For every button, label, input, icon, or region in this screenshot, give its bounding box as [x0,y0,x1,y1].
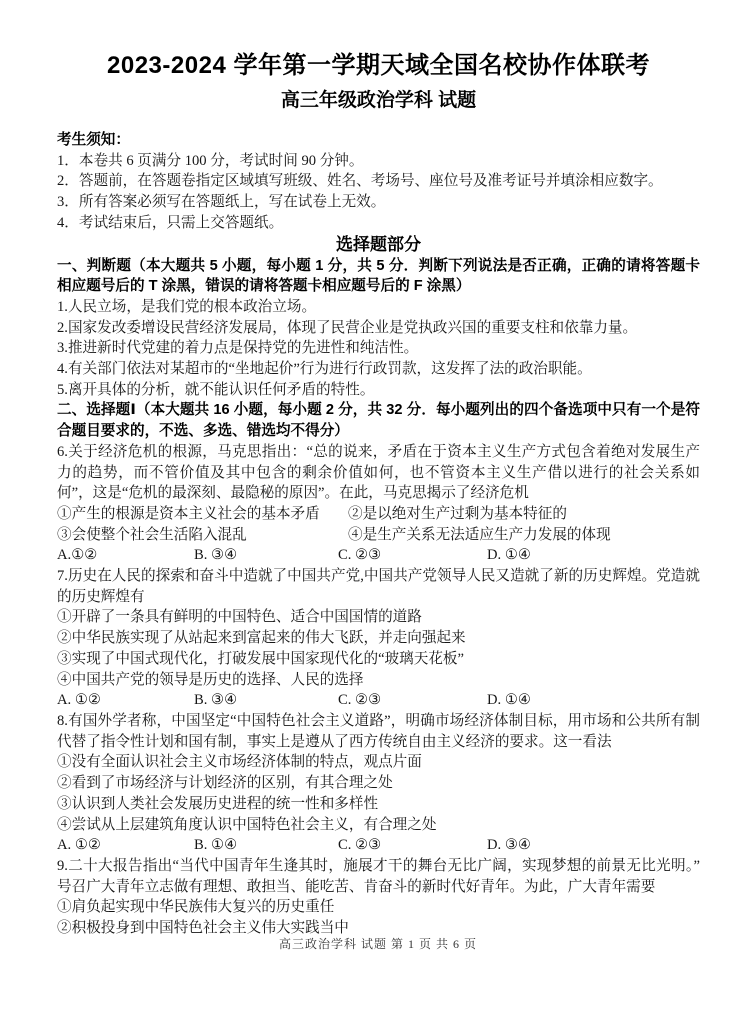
option-line: ③会使整个社会生活陷入混乱 [57,526,247,543]
question-8-answer-row [57,835,700,856]
option-line: ③实现了中国式现代化，打破发展中国家现代化的“玻璃天花板” [57,650,464,667]
option-line: ④是生产关系无法适应生产力发展的体现 [348,526,611,543]
page-footer: 高三政治学科 试题 第 1 页 共 6 页 [278,937,477,951]
option-line: ④尝试从上层建筑角度认识中国特色社会主义，有合理之处 [57,816,437,833]
answer-choice-b: B. ③④ [194,547,238,564]
question-6-option-row [57,525,700,546]
answer-choice-a: A. ①② [57,692,102,709]
question-7 [57,566,700,711]
paper-header [57,50,700,114]
option-line: ④中国共产党的领导是历史的选择、人民的选择 [57,671,364,688]
answer-choice-b: B. ③④ [194,692,238,709]
part1-heading: 一、判断题（本大题共 5 小题，每小题 1 分，共 5 分．判断下列说法是否正确，正确的请将答题卡相应题号后的 T 涂黑，错误的请将答题卡相应题号后的 F 涂黑） [57,257,700,295]
question-8-stem: 8.有国外学者称，中国坚定“中国特色社会主义道路”，明确市场经济体制目标，用市场和公共所有制代替了指令性计划和国有制，事实上是遵从了西方传统自由主义经济的要求。这一看法 [57,712,700,750]
option-line: ③认识到人类社会发展历史进程的统一性和多样性 [57,795,379,812]
option-line: ①开辟了一条具有鲜明的中国特色、适合中国国情的道路 [57,609,422,626]
section-heading-choice: 选择题部分 [336,234,421,254]
question-6-option-row [57,504,700,525]
answer-choice-d: D. ①④ [487,692,532,709]
notice-heading: 考生须知： [57,132,130,148]
question-7-stem: 7.历史在人民的探索和奋斗中造就了中国共产党,中国共产党领导人民又造就了新的历史辉煌。党造就的历史辉煌有 [57,568,700,605]
judge-item-1: 1.人民立场，是我们党的根本政治立场。 [57,298,317,315]
notice-item: 1．本卷共 6 页满分 100 分，考试时间 90 分钟。 [57,152,364,169]
judge-item-5: 5.离开具体的分析，就不能认识任何矛盾的特性。 [57,381,375,398]
part2-heading: 二、选择题Ⅰ（本大题共 16 小题，每小题 2 分，共 32 分．每小题列出的四个备选项中只有一个是符合题目要求的，不选、多选、错选均不得分） [57,402,700,440]
judge-item-2: 2.国家发改委增设民营经济发展局，体现了民营企业是党执政兴国的重要支柱和依靠力量。 [57,319,638,336]
option-line: ②积极投身到中国特色社会主义伟大实践当中 [57,920,349,937]
answer-choice-c: C. ②③ [338,692,382,709]
option-line: ①肩负起实现中华民族伟大复兴的历史重任 [57,899,335,916]
option-line: ②是以绝对生产过剩为基本特征的 [348,505,567,522]
answer-choice-a: A.①② [57,547,98,564]
notice-item: 2．答题前，在答题卷指定区域填写班级、姓名、考场号、座位号及准考证号并填涂相应数字。 [57,173,663,190]
answer-choice-b: B. ①④ [194,837,238,854]
question-6-stem: 6.关于经济危机的根源，马克思指出：“总的说来，矛盾在于资本主义生产方式包含着绝对发展生产力的趋势，而不管价值及其中包含的剩余价值如何，也不管资本主义生产借以进行的社会关系如何”，这是“危机的最深刻、最隐秘的原因”。在此，马克思揭示了经济危机 [57,443,700,502]
option-line: ①没有全面认识社会主义市场经济体制的特点，观点片面 [57,754,422,771]
question-9 [57,856,700,939]
paper-title: 2023-2024 学年第一学期天域全国名校协作体联考 [107,52,650,79]
option-line: ②看到了市场经济与计划经济的区别，有其合理之处 [57,775,393,792]
answer-choice-a: A. ①② [57,837,102,854]
judge-item-3: 3.推进新时代党建的着力点是保持党的先进性和纯洁性。 [57,340,419,357]
candidate-notice [57,130,700,234]
answer-choice-c: C. ②③ [338,547,382,564]
answer-choice-d: D. ③④ [487,837,532,854]
question-6-answer-row [57,545,700,566]
notice-item: 3．所有答案必须写在答题纸上，写在试卷上无效。 [57,194,386,211]
judge-item-4: 4.有关部门依法对某超市的“坐地起价”行为进行行政罚款，这发挥了法的政治职能。 [57,361,592,378]
paper-subtitle: 高三年级政治学科 试题 [280,90,477,111]
option-line: ①产生的根源是资本主义社会的基本矛盾 [57,505,320,522]
question-8 [57,711,700,856]
option-line: ②中华民族实现了从站起来到富起来的伟大飞跃，并走向强起来 [57,630,466,647]
question-7-answer-row [57,690,700,711]
question-9-stem: 9.二十大报告指出“当代中国青年生逢其时，施展才干的舞台无比广阔，实现梦想的前景无比光明。” 号召广大青年立志做有理想、敢担当、能吃苦、肯奋斗的新时代好青年。为此，广大青年需要 [57,857,700,895]
answer-choice-c: C. ②③ [338,837,382,854]
notice-item: 4．考试结束后，只需上交答题纸。 [57,214,284,231]
answer-choice-d: D. ①④ [487,547,532,564]
question-6 [57,442,700,566]
